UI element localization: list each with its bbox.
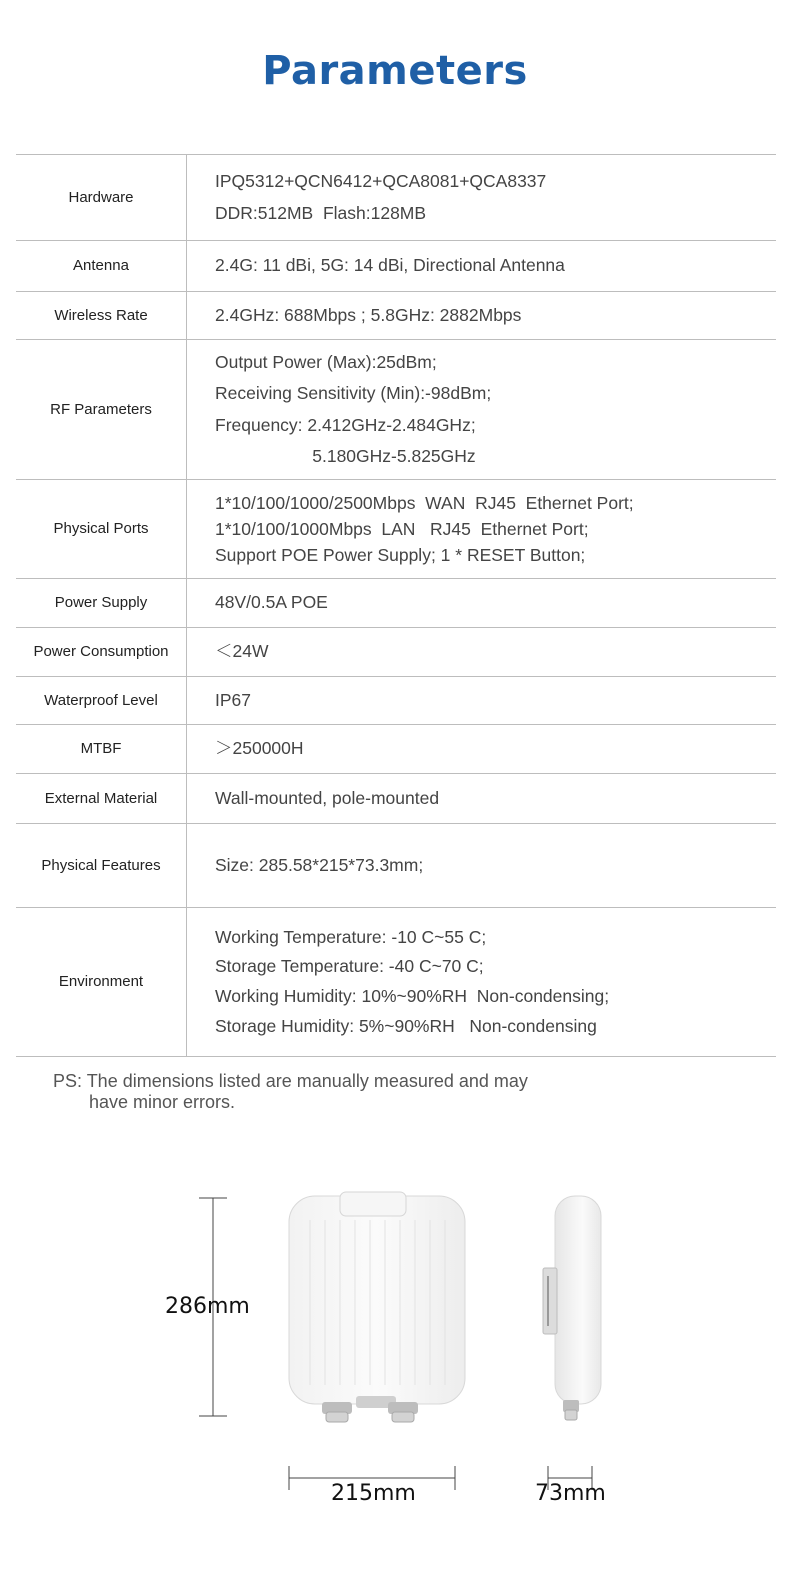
value-line: Storage Humidity: 5%~90%RH Non-condensing — [215, 1015, 597, 1036]
value-line: 2.4GHz: 688Mbps ; 5.8GHz: 2882Mbps — [215, 304, 522, 325]
row-value — [187, 241, 777, 292]
row-value — [187, 824, 777, 908]
row-label: Physical Ports — [16, 480, 187, 579]
row-value — [187, 480, 777, 579]
cable-gland-right — [388, 1402, 418, 1422]
row-value — [187, 340, 777, 480]
height-label: 286mm — [165, 1294, 250, 1319]
row-label: RF Parameters — [16, 340, 187, 480]
value-line: ＜24W — [215, 641, 269, 662]
row-value — [187, 155, 777, 241]
row-value — [187, 628, 777, 677]
value-line: Storage Temperature: -40 C~70 C; — [215, 956, 484, 977]
row-value — [187, 908, 777, 1057]
row-label: Power Supply — [16, 579, 187, 628]
table-row — [16, 155, 776, 241]
row-label: Hardware — [16, 155, 187, 241]
note-line: have minor errors. — [89, 1092, 236, 1112]
row-label: Environment — [16, 908, 187, 1057]
row-label: Power Consumption — [16, 628, 187, 677]
device-front-view — [289, 1192, 465, 1422]
row-label: Physical Features — [16, 824, 187, 908]
table-row — [16, 824, 776, 908]
parameters-table — [16, 154, 776, 1057]
table-row — [16, 579, 776, 628]
depth-label: 73mm — [535, 1481, 606, 1506]
value-line: 48V/0.5A POE — [215, 592, 328, 613]
device-side-view — [543, 1196, 601, 1420]
row-label: MTBF — [16, 725, 187, 774]
table-row — [16, 908, 776, 1057]
value-line: 1*10/100/1000Mbps LAN RJ45 Ethernet Port; — [215, 518, 589, 539]
row-value — [187, 292, 777, 340]
table-row — [16, 480, 776, 579]
value-line: Receiving Sensitivity (Min):-98dBm; — [215, 383, 492, 403]
product-dimension-drawing — [0, 1180, 790, 1574]
value-line: Working Temperature: -10 C~55 C; — [215, 926, 487, 947]
value-line: ＞250000H — [215, 738, 304, 759]
row-value — [187, 677, 777, 725]
row-label: External Material — [16, 774, 187, 824]
value-line: IPQ5312+QCN6412+QCA8081+QCA8337 — [215, 171, 547, 191]
table-row — [16, 340, 776, 480]
row-label: Antenna — [16, 241, 187, 292]
cable-gland-left — [322, 1402, 352, 1422]
row-value — [187, 725, 777, 774]
table-row — [16, 628, 776, 677]
row-label: Wireless Rate — [16, 292, 187, 340]
value-line: IP67 — [215, 689, 251, 710]
note-line: PS: The dimensions listed are manually measured and may — [53, 1071, 528, 1091]
row-value — [187, 579, 777, 628]
table-row — [16, 241, 776, 292]
value-line: 1*10/100/1000/2500Mbps WAN RJ45 Ethernet Port; — [215, 492, 634, 513]
value-line: Size: 285.58*215*73.3mm; — [215, 854, 424, 875]
page-title: Parameters — [262, 48, 528, 94]
value-line: Output Power (Max):25dBm; — [215, 351, 437, 372]
table-row — [16, 774, 776, 824]
table-row — [16, 677, 776, 725]
table-row — [16, 725, 776, 774]
value-line: Wall-mounted, pole-mounted — [215, 787, 440, 808]
value-line: Frequency: 2.412GHz-2.484GHz; — [215, 414, 476, 435]
value-line: 2.4G: 11 dBi, 5G: 14 dBi, Directional Antenna — [215, 255, 565, 276]
row-value — [187, 774, 777, 824]
disclaimer-note — [53, 1071, 528, 1113]
value-line: Working Humidity: 10%~90%RH Non-condensing; — [215, 986, 610, 1006]
value-line: 5.180GHz-5.825GHz — [215, 446, 476, 466]
value-line: DDR:512MB Flash:128MB — [215, 202, 427, 223]
table-row — [16, 292, 776, 340]
value-line: Support POE Power Supply; 1 * RESET Button; — [215, 545, 586, 566]
row-label: Waterproof Level — [16, 677, 187, 725]
width-label: 215mm — [331, 1481, 416, 1506]
